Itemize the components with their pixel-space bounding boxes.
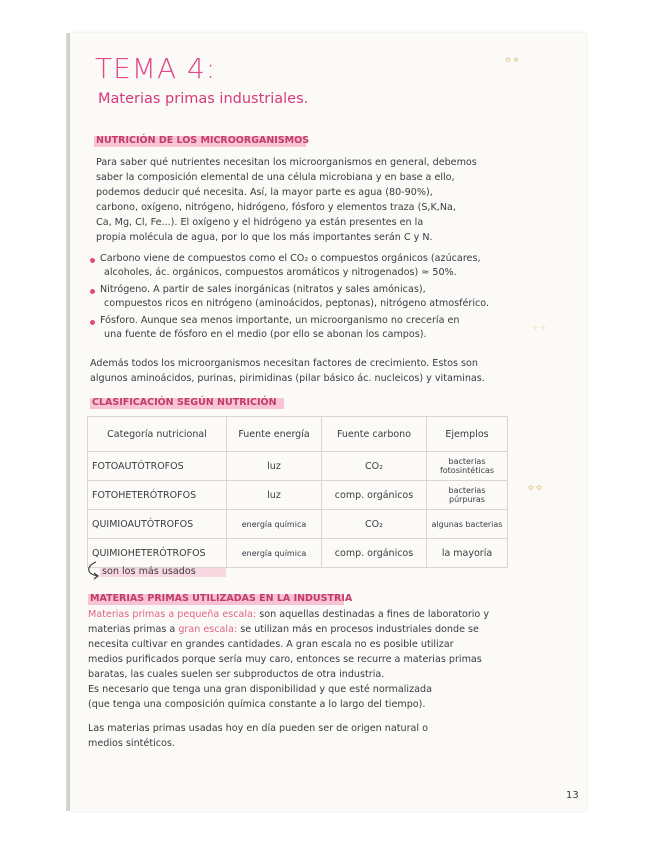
table-header: Fuente energía xyxy=(227,417,322,452)
page-subtitle: Materias primas industriales. xyxy=(98,91,309,107)
paragraph-line xyxy=(88,609,489,620)
table-cell: FOTOHETERÓTROFOS xyxy=(88,481,227,510)
faded-sticker-decoration: ✧ ✧ xyxy=(532,324,546,332)
table-row xyxy=(88,539,508,568)
table-row xyxy=(88,452,508,481)
bullet-line: una fuente de fósforo en el medio (por ello se abonan los campos). xyxy=(104,329,427,340)
paragraph-line: Para saber qué nutrientes necesitan los microorganismos en general, debemos xyxy=(96,157,477,168)
table-header: Categoría nutricional xyxy=(88,417,227,452)
table-cell: QUIMIOAUTÓTROFOS xyxy=(88,510,227,539)
faded-sticker-decoration: ✿ ✿ xyxy=(528,484,542,492)
bullet-line: alcoholes, ác. orgánicos, compuestos aromáticos y nitrogenados) ≈ 50%. xyxy=(104,267,457,278)
line-text: son aquellas destinadas a fines de laboratorio y xyxy=(256,609,490,620)
paragraph-line xyxy=(88,624,479,635)
paragraph-line: propia molécula de agua, por lo que los más importantes serán C y N. xyxy=(96,232,433,243)
paragraph-line: saber la composición elemental de una célula microbiana y en base a ello, xyxy=(96,172,455,183)
paragraph-line: Es necesario que tenga una gran disponibilidad y que esté normalizada xyxy=(88,684,432,695)
table-cell: QUIMIOHETERÓTROFOS xyxy=(88,539,227,568)
table-cell: la mayoría xyxy=(427,539,508,568)
table-header-row xyxy=(88,417,508,452)
section-heading-nutricion: NUTRICIÓN DE LOS MICROORGANISMOS xyxy=(96,135,310,146)
line-text: se utilizan más en procesos industriales donde se xyxy=(237,624,479,635)
bullet-line: Carbono viene de compuestos como el CO₂ o compuestos orgánicos (azúcares, xyxy=(100,253,481,264)
bullet-line: compuestos ricos en nitrógeno (aminoácidos, peptonas), nitrógeno atmosférico. xyxy=(104,298,490,309)
pink-term: gran escala: xyxy=(178,624,238,635)
table-cell: CO₂ xyxy=(322,510,427,539)
table-cell: comp. orgánicos xyxy=(322,481,427,510)
table-row xyxy=(88,481,508,510)
paragraph-line: algunos aminoácidos, purinas, pirimidinas (pilar básico ác. nucleicos) y vitaminas. xyxy=(90,373,485,384)
table-cell: bacterias fotosintéticas xyxy=(427,452,508,481)
paragraph-line: baratas, las cuales suelen ser subproductos de otra industria. xyxy=(88,669,385,680)
table-cell: luz xyxy=(227,481,322,510)
bullet-line: Fósforo. Aunque sea menos importante, un microorganismo no crecería en xyxy=(100,315,460,326)
page-number: 13 xyxy=(566,790,579,801)
paragraph-line: Además todos los microorganismos necesitan factores de crecimiento. Estos son xyxy=(90,358,478,369)
paragraph-line: necesita cultivar en grandes cantidades. A gran escala no es posible utilizar xyxy=(88,639,454,650)
section-heading-clasificacion: CLASIFICACIÓN SEGÚN NUTRICIÓN xyxy=(92,397,277,408)
table-header: Ejemplos xyxy=(427,417,508,452)
line-text: materias primas a xyxy=(88,624,179,635)
bullet-dot xyxy=(90,289,95,294)
table-cell: bacterias púrpuras xyxy=(427,481,508,510)
page-title: TEMA 4: xyxy=(95,52,217,85)
table-cell: CO₂ xyxy=(322,452,427,481)
table-cell: algunas bacterias xyxy=(427,510,508,539)
bullet-dot xyxy=(90,258,95,263)
table-cell: comp. orgánicos xyxy=(322,539,427,568)
section-heading-materias: MATERIAS PRIMAS UTILIZADAS EN LA INDUSTRIA xyxy=(90,593,353,604)
pink-term: Materias primas a pequeña escala: xyxy=(88,609,257,620)
table-header: Fuente carbono xyxy=(322,417,427,452)
paragraph-line: podemos deducir qué necesita. Así, la mayor parte es agua (80-90%), xyxy=(96,187,433,198)
table-cell: FOTOAUTÓTROFOS xyxy=(88,452,227,481)
paragraph-line: Las materias primas usadas hoy en día pueden ser de origen natural o xyxy=(88,723,428,734)
paragraph-line: carbono, oxígeno, nitrógeno, hidrógeno, fósforo y elementos traza (S,K,Na, xyxy=(96,202,456,213)
table-note: son los más usados xyxy=(102,566,196,577)
table-cell: luz xyxy=(227,452,322,481)
table-row xyxy=(88,510,508,539)
paragraph-line: (que tenga una composición química constante a lo largo del tiempo). xyxy=(88,699,426,710)
bullet-line: Nitrógeno. A partir de sales inorgánicas (nitratos y sales amónicas), xyxy=(100,284,426,295)
nutrition-classification-table xyxy=(87,416,508,568)
faded-sticker-decoration: ✿ ❀ xyxy=(505,56,519,64)
table-cell: energía química xyxy=(227,510,322,539)
paragraph-line: medios sintéticos. xyxy=(88,738,175,749)
table-cell: energía química xyxy=(227,539,322,568)
paragraph-line: Ca, Mg, Cl, Fe...). El oxígeno y el hidrógeno ya están presentes en la xyxy=(96,217,424,228)
paragraph-line: medios purificados porque sería muy caro, entonces se recurre a materias primas xyxy=(88,654,482,665)
bullet-dot xyxy=(90,320,95,325)
